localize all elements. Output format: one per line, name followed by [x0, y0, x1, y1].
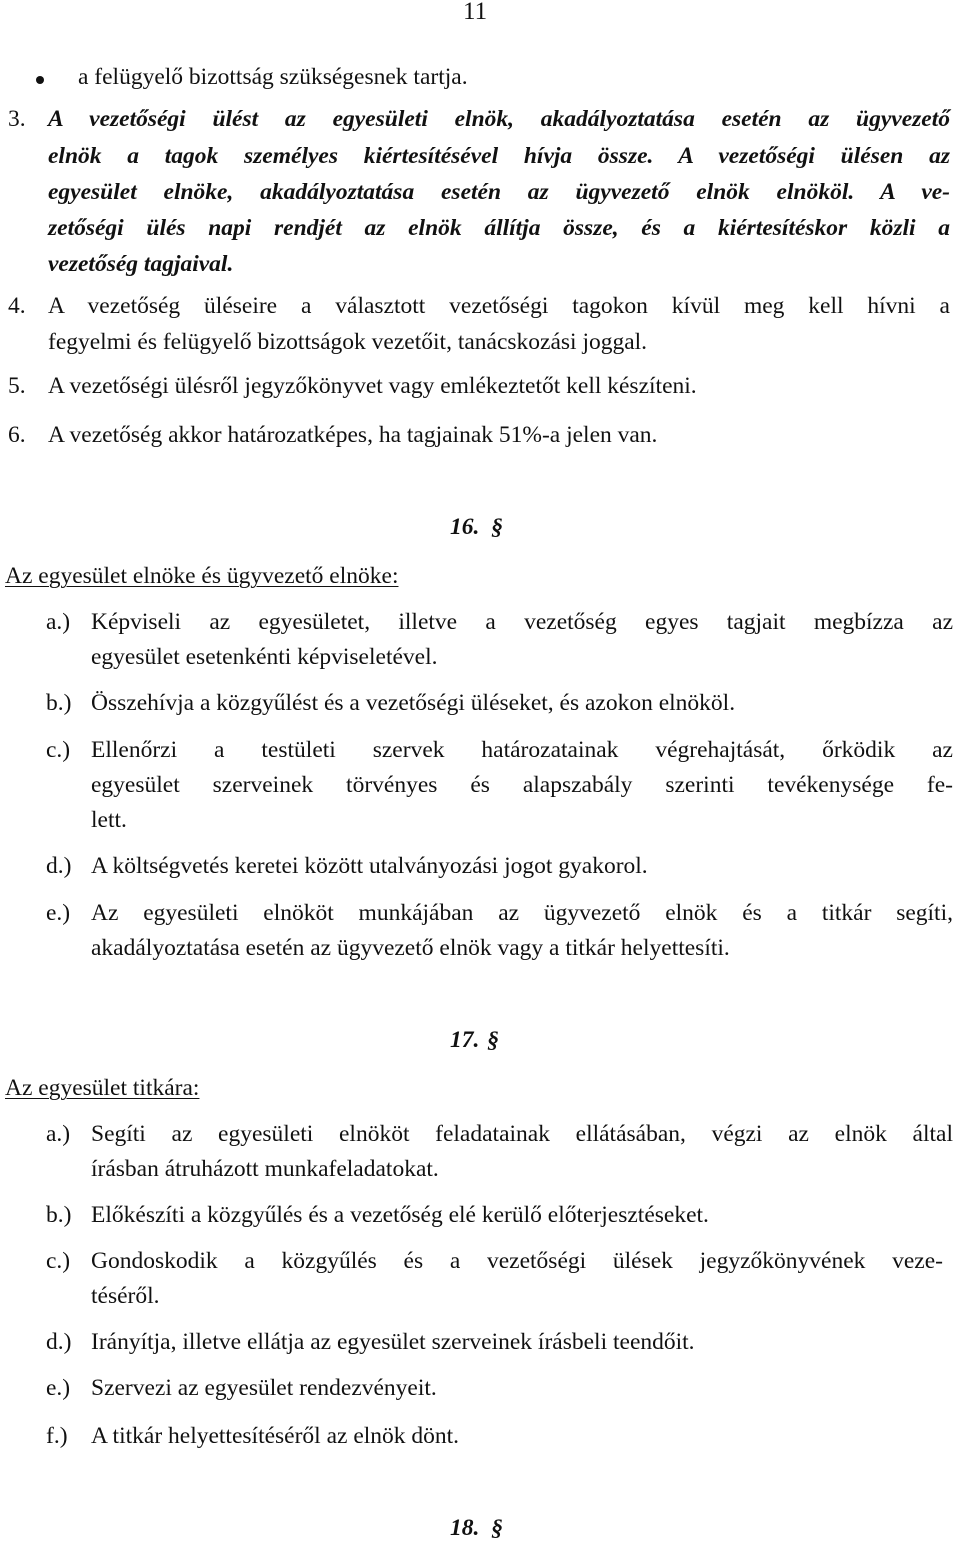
item-line: A költségvetés keretei között utalványozási jogot gyakorol. — [91, 853, 648, 879]
item-label: d.) — [46, 853, 72, 879]
item-label: b.) — [46, 1202, 72, 1228]
item-3-line: vezetőség tagjaival. — [48, 251, 234, 277]
item-line: Előkészíti a közgyűlés és a vezetőség elé kerülő előterjesztéseket. — [91, 1202, 709, 1228]
page-number: 11 — [463, 0, 488, 25]
paragraph-sign: § — [487, 1027, 499, 1053]
item-label: a.) — [46, 1121, 71, 1147]
item-label: a.) — [46, 609, 71, 635]
bullet-item-text: a felügyelő bizottság szükségesnek tartja. — [78, 64, 468, 90]
item-number: 5. — [8, 373, 26, 399]
item-line: téséről. — [91, 1283, 160, 1309]
section-number: 16. § — [450, 514, 503, 540]
item-3-line: egyesület elnöke, akadályoztatása esetén az ügyvezető elnök elnököl. A ve- — [48, 179, 950, 205]
item-line: A titkár helyettesítéséről az elnök dönt. — [91, 1423, 460, 1449]
item-3-line: A vezetőségi ülést az egyesületi elnök, akadályoztatása esetén az ügyvezető — [48, 106, 950, 132]
item-number: 4. — [8, 293, 26, 319]
item-label: e.) — [46, 900, 71, 926]
section-number: 17. § — [450, 1027, 499, 1053]
section-heading: Az egyesület elnöke és ügyvezető elnöke: — [5, 563, 399, 589]
item-line: Segíti az egyesületi elnököt feladatainak ellátásában, végzi az elnök által — [91, 1121, 953, 1147]
item-line: Ellenőrzi a testületi szervek határozatainak végrehajtását, őrködik az — [91, 737, 953, 763]
item-line: Képviseli az egyesületet, illetve a vezetőség egyes tagjait megbízza az — [91, 609, 953, 635]
bullet-dot — [36, 76, 44, 84]
item-line: írásban átruházott munkafeladatokat. — [91, 1156, 439, 1182]
item-line: Az egyesületi elnököt munkájában az ügyvezető elnök és a titkár segíti, — [91, 900, 953, 926]
item-label: b.) — [46, 690, 72, 716]
item-4-line: A vezetőség üléseire a választott vezetőségi tagokon kívül meg kell hívni a — [48, 293, 950, 319]
item-line: lett. — [91, 807, 127, 833]
item-3-line: zetőségi ülés napi rendjét az elnök állítja össze, és a kiértesítéskor közli a — [48, 215, 950, 241]
item-label: d.) — [46, 1329, 72, 1355]
item-number: 3. — [8, 106, 26, 132]
item-label: c.) — [46, 737, 71, 763]
item-line: akadályoztatása esetén az ügyvezető elnök vagy a titkár helyettesíti. — [91, 935, 730, 961]
item-5-line: A vezetőségi ülésről jegyzőkönyvet vagy emlékeztetőt kell készíteni. — [48, 373, 697, 399]
section-heading: Az egyesület titkára: — [5, 1075, 200, 1101]
item-3-line: elnök a tagok személyes kiértesítésével hívja össze. A vezetőségi ülésen az — [48, 143, 950, 169]
item-line: Szervezi az egyesület rendezvényeit. — [91, 1375, 437, 1401]
item-label: f.) — [46, 1423, 68, 1449]
item-line: Gondoskodik a közgyűlés és a vezetőségi ülések jegyzőkönyvének veze- — [91, 1248, 943, 1274]
item-line: egyesület esetenkénti képviseletével. — [91, 644, 438, 670]
section-number: 18. § — [450, 1515, 503, 1541]
item-number: 6. — [8, 422, 26, 448]
paragraph-sign: § — [491, 514, 503, 540]
item-4-line: fegyelmi és felügyelő bizottságok vezetőit, tanácskozási joggal. — [48, 329, 648, 355]
item-6-line: A vezetőség akkor határozatképes, ha tagjainak 51%-a jelen van. — [48, 422, 658, 448]
item-line: Összehívja a közgyűlést és a vezetőségi üléseket, és azokon elnököl. — [91, 690, 736, 716]
item-line: Irányítja, illetve ellátja az egyesület szerveinek írásbeli teendőit. — [91, 1329, 695, 1355]
item-label: c.) — [46, 1248, 71, 1274]
item-line: egyesület szerveinek törvényes és alapszabály szerinti tevékenysége fe- — [91, 772, 953, 798]
paragraph-sign: § — [491, 1515, 503, 1541]
item-label: e.) — [46, 1375, 71, 1401]
